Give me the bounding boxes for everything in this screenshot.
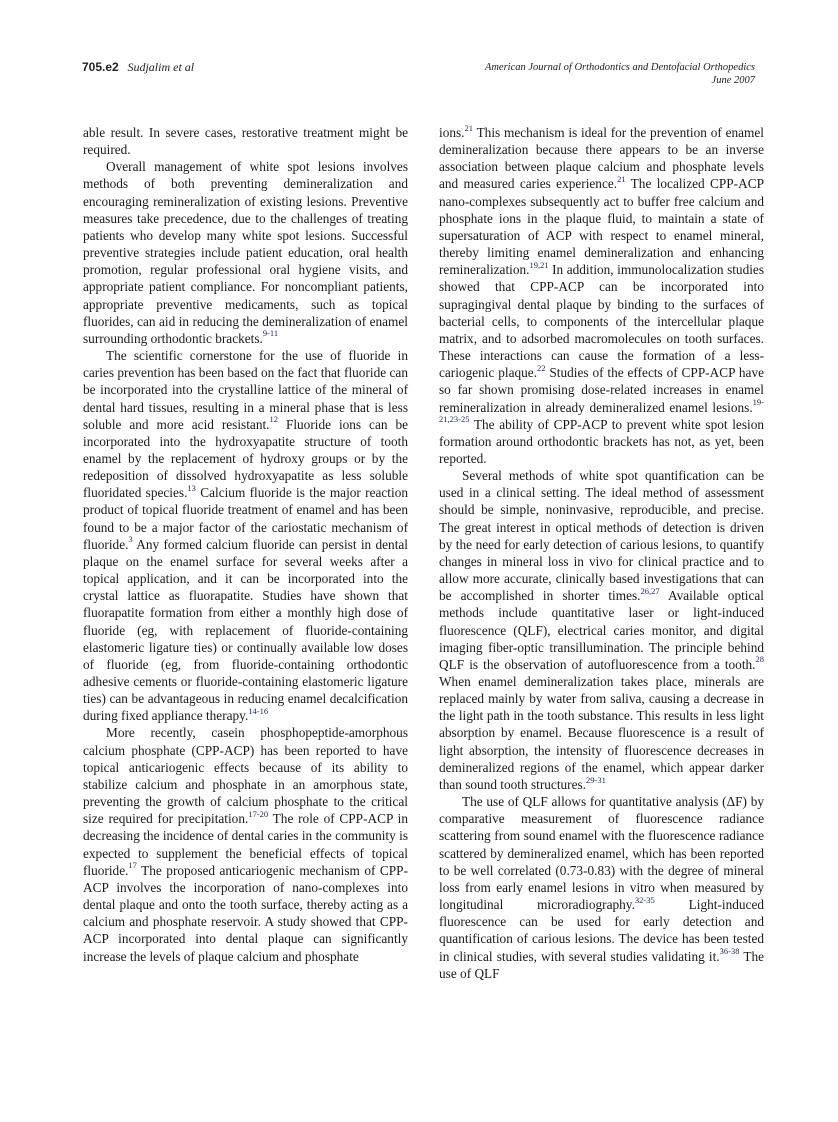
citation-reference[interactable]: 22 bbox=[537, 362, 546, 373]
citation-reference[interactable]: 9-11 bbox=[262, 328, 279, 339]
right-column bbox=[439, 124, 764, 982]
body-paragraph bbox=[439, 124, 764, 467]
page-number: 705.e2 bbox=[82, 60, 119, 74]
header-right bbox=[485, 61, 755, 87]
citation-reference[interactable]: 3 bbox=[128, 534, 133, 545]
body-paragraph bbox=[83, 347, 408, 724]
paragraph-text: The ability of CPP-ACP to prevent white spot lesion formation around orthodontic brackets has not, as yet, been reported. bbox=[439, 416, 764, 466]
citation-reference[interactable]: 26,27 bbox=[640, 585, 660, 596]
journal-title: American Journal of Orthodontics and Dentofacial Orthopedics bbox=[484, 62, 755, 73]
paragraph-text: Several methods of white spot quantification can be used in a clinical setting. The ideal method of assessment should be simple, noninvasive, reproducible, and precise. The great interest in optical methods of detection is driven by the need for early detection of carious lesions, to quantify changes in mineral loss in vivo for clinical practice and to allow more accurate, clinically based investigations that can be accomplished in shorter times. bbox=[439, 468, 764, 604]
paragraph-text: Studies of the effects of CPP-ACP have so far shown promising dose-related increases in enamel remineralization in already demineralized enamel lesions. bbox=[439, 365, 765, 415]
running-header bbox=[82, 60, 755, 100]
citation-reference[interactable]: 14-16 bbox=[248, 705, 269, 716]
citation-reference[interactable]: 19,21 bbox=[529, 259, 549, 270]
paragraph-text: The localized CPP-ACP nano-complexes subsequently act to buffer free calcium and phosphate ions in the plaque fluid, to maintain a state of supersaturation of ACP with respect to enamel mineral, thereby limiting enamel demineralization and enhancing remineralization. bbox=[439, 176, 764, 278]
paragraph-text: Any formed calcium fluoride can persist in dental plaque on the enamel surface for several weeks after a topical application, and it can be incorporated into the crystal lattice as fluorapatite. Studies have shown that fluorapatite formation from either a monthly high dose of fluoride (eg, with replacement of fluoride-containing elastomeric ligature ties) or continually available low doses of fluoride (eg, from fluoride-containing orthodontic adhesive cements or fluoride-containing elastomeric ligature ties) can be advantageous in reducing enamel decalcification during fixed appliance therapy. bbox=[83, 536, 408, 724]
paragraph-text: In addition, immunolocalization studies showed that CPP-ACP can be incorporated into supragingival dental plaque by binding to the surfaces of bacterial cells, to components of the intercellular plaque matrix, and to adsorbed macromolecules on tooth surfaces. These interactions can cause the formation of a less-cariogenic plaque. bbox=[439, 262, 764, 381]
paragraph-text: The scientific cornerstone for the use of fluoride in caries prevention has been based on the fact that fluoride can be incorporated into the crystalline lattice of the mineral of dental hard tissues, resulting in a mineral phase that is less soluble and more acid resistant. bbox=[83, 348, 408, 432]
body-paragraph bbox=[83, 158, 408, 347]
paragraph-text: Light-induced fluorescence can be used for early detection and quantification of carious lesions. The device has been tested in clinical studies, with several studies validating it. bbox=[439, 897, 764, 964]
paragraph-text: Calcium fluoride is the major reaction product of topical fluoride treatment of enamel and has been found to be a major factor of the cariostatic mechanism of fluoride. bbox=[83, 485, 408, 552]
citation-reference[interactable]: 36-38 bbox=[719, 946, 740, 957]
citation-reference[interactable]: 17 bbox=[128, 860, 137, 871]
paragraph-text: able result. In severe cases, restorative treatment might be required. bbox=[83, 125, 408, 158]
paragraph-text: More recently, casein phosphopeptide-amorphous calcium phosphate (CPP-ACP) has been reported to have topical anticariogenic effects because of its ability to stabilize calcium and phosphate in an amorphous state, preventing the growth of calcium phosphate to the critical size required for precipitation. bbox=[83, 725, 408, 827]
paragraph-text: ions. bbox=[439, 125, 465, 140]
citation-reference[interactable]: 13 bbox=[187, 482, 196, 493]
left-column bbox=[83, 124, 408, 965]
body-paragraph bbox=[83, 124, 408, 158]
citation-reference[interactable]: 21 bbox=[464, 122, 473, 133]
citation-reference[interactable]: 28 bbox=[755, 654, 764, 665]
paragraph-text: The proposed anticariogenic mechanism of CPP-ACP involves the incorporation of nano-complexes into dental plaque and onto the tooth surface, thereby acting as a calcium and phosphate reservoir. A study showed that CPP-ACP incorporated into dental plaque can significantly increase the levels of plaque calcium and phosphate bbox=[83, 862, 408, 964]
paragraph-text: The use of QLF bbox=[439, 948, 764, 981]
paragraph-text: The use of QLF allows for quantitative analysis (ΔF) by comparative measurement of fluorescence radiance scattering from sound enamel with the fluorescence radiance scattered by demineralized enamel, which has been reported to be well correlated (0.73-0.83) with the degree of mineral loss from early enamel lesions in vitro when measured by longitudinal microradiography. bbox=[439, 794, 764, 913]
paragraph-text: When enamel demineralization takes place, minerals are replaced mainly by water from saliva, causing a decrease in the light path in the tooth substance. This results in less light absorption by enamel. Because fluorescence is a result of light absorption, the intensity of fluorescence decreases in demineralized regions of the enamel, which appear darker than sound tooth structures. bbox=[439, 674, 764, 792]
paragraph-text: Overall management of white spot lesions involves methods of both preventing demineralization and encouraging remineralization of existing lesions. Preventive measures take precedence, due to the challenges of treating patients who develop many white spot lesions. Successful preventive strategies include patient education, oral health promotion, regular professional oral hygiene visits, and appropriate patient compliance. For noncompliant patients, appropriate preventive medicaments, such as topical fluorides, can aid in reducing the demineralization of enamel surrounding orthodontic brackets. bbox=[83, 159, 408, 346]
body-paragraph bbox=[83, 724, 408, 964]
paragraph-text: This mechanism is ideal for the prevention of enamel demineralization because there appears to be an inverse association between plaque calcium and phosphate levels and measured caries experience. bbox=[439, 125, 764, 192]
paragraph-text: Fluoride ions can be incorporated into the hydroxyapatite structure of tooth enamel by the replacement of hydroxy groups or by the redeposition of dissolved hydroxyapatite as less soluble fluoridated species. bbox=[83, 416, 409, 501]
body-paragraph bbox=[439, 793, 764, 982]
body-paragraph bbox=[439, 467, 764, 793]
issue-date: June 2007 bbox=[711, 75, 755, 86]
citation-reference[interactable]: 12 bbox=[269, 414, 278, 425]
citation-reference[interactable]: 29-31 bbox=[586, 774, 606, 785]
running-author: Sudjalim et al bbox=[127, 60, 195, 74]
citation-reference[interactable]: 17-20 bbox=[248, 808, 269, 819]
citation-reference[interactable]: 19-21,23-25 bbox=[439, 397, 764, 425]
citation-reference[interactable]: 21 bbox=[617, 174, 626, 185]
paragraph-text: Available optical methods include quantitative laser or light-induced fluorescence (QLF), electrical caries monitor, and digital imaging fiber-optic transillumination. The principle behind QLF is the observation of autofluorescence from a tooth. bbox=[439, 588, 764, 672]
citation-reference[interactable]: 32-35 bbox=[634, 894, 655, 905]
header-left bbox=[82, 60, 194, 75]
paragraph-text: The role of CPP-ACP in decreasing the incidence of dental caries in the community is expected to supplement the beneficial effects of topical fluoride. bbox=[83, 811, 408, 878]
